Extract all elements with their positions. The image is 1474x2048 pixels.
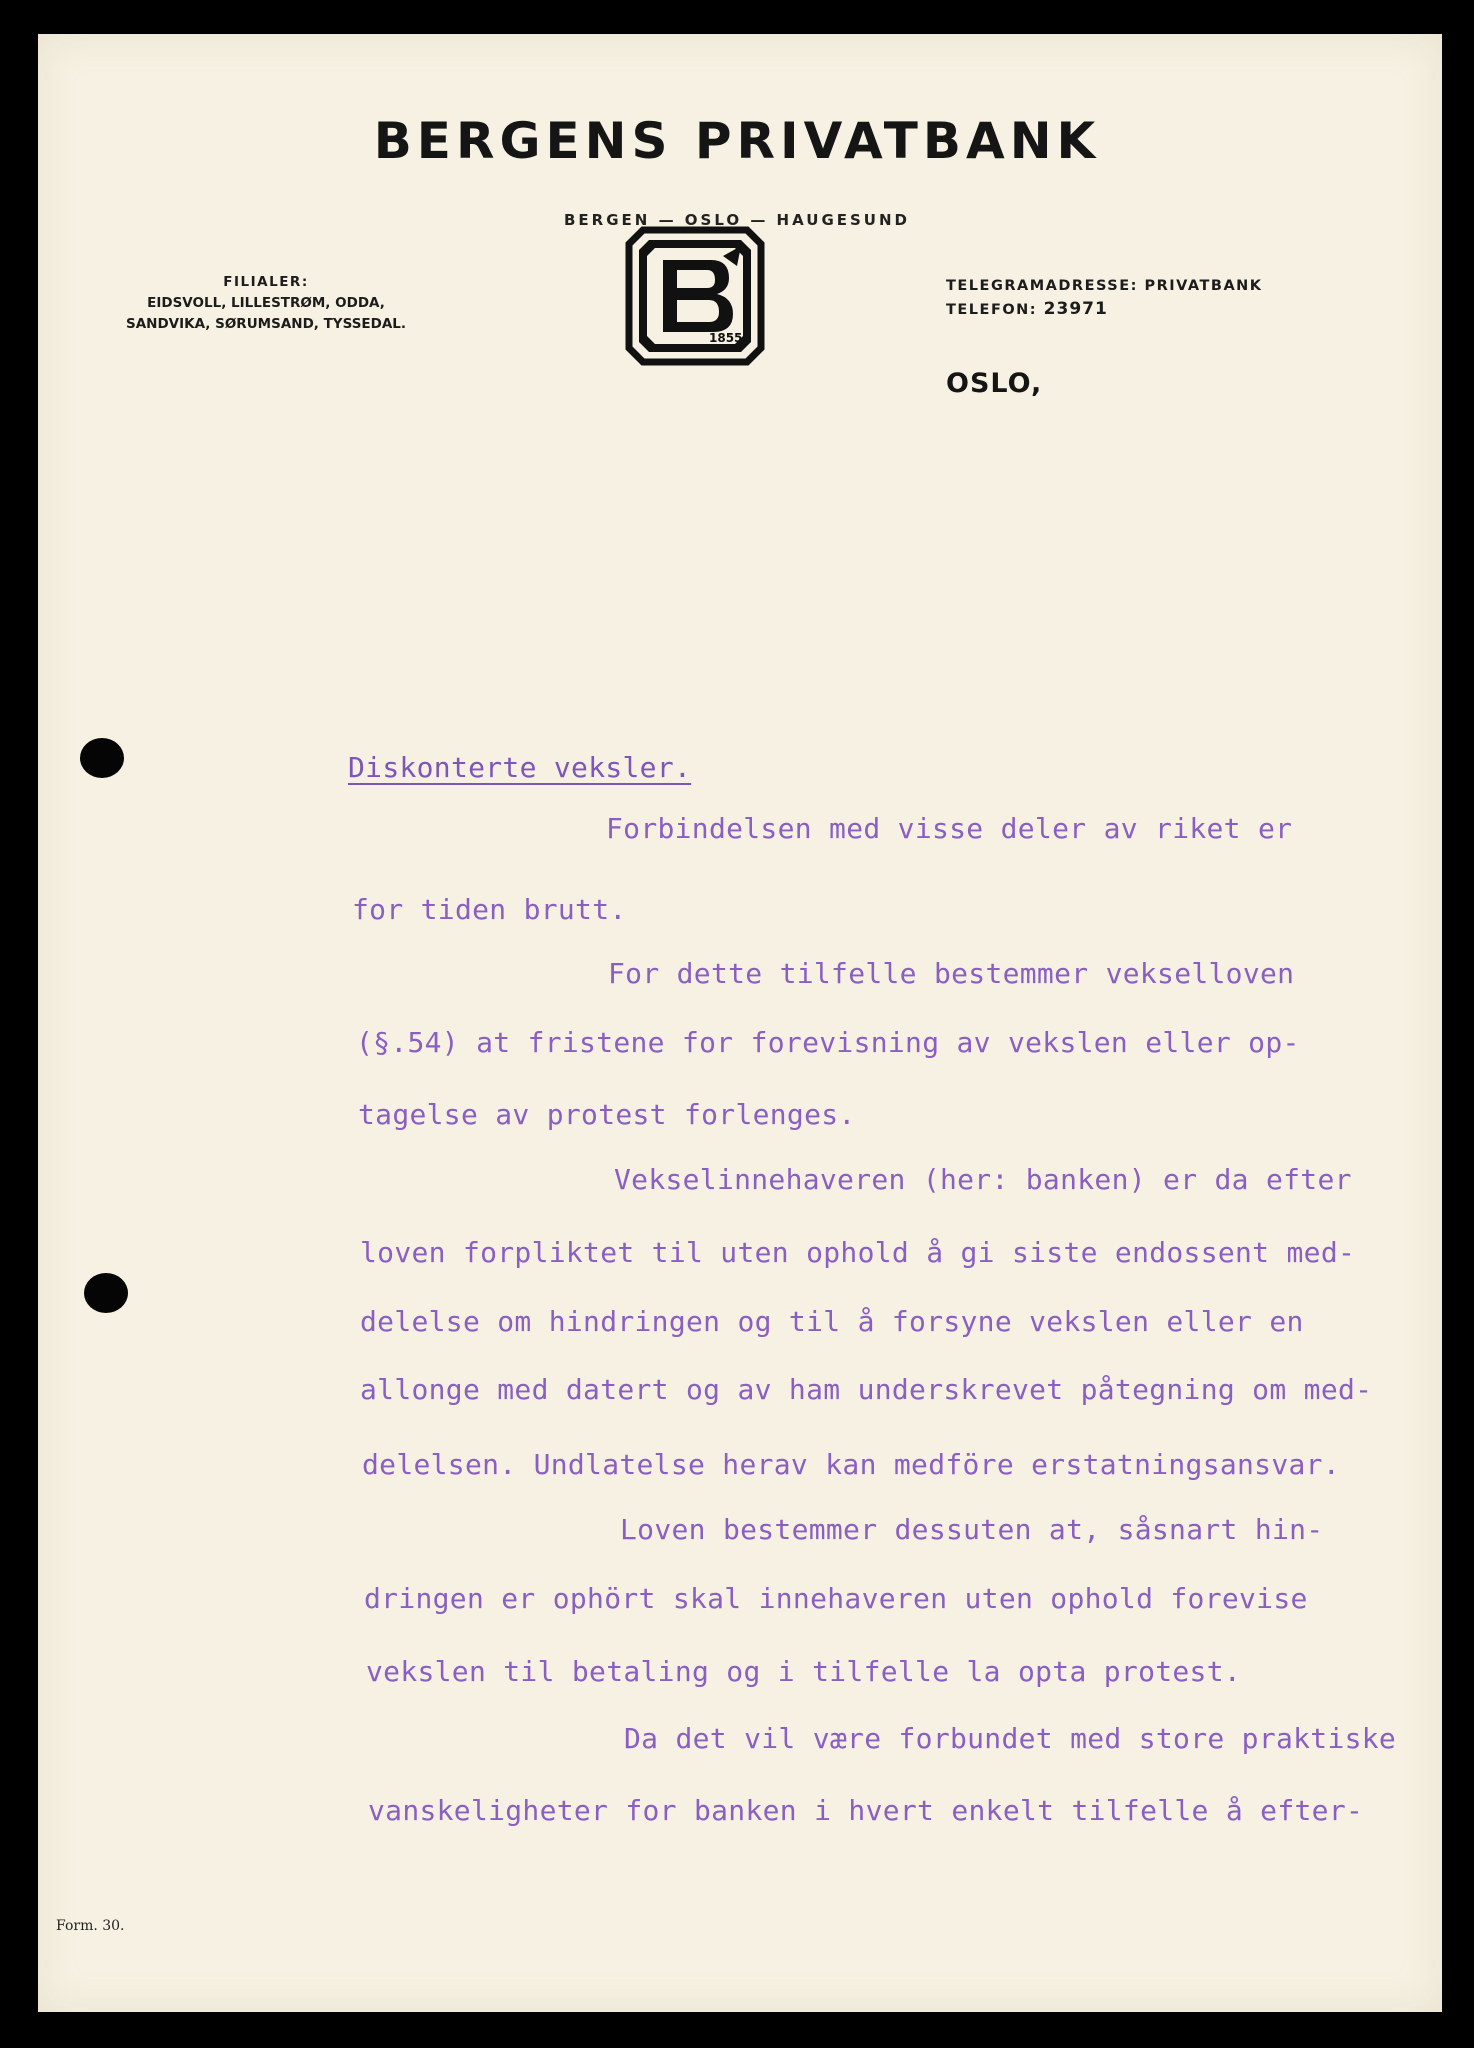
letter-line: delelse om hindringen og til å forsyne vekslen eller en [360,1305,1304,1338]
letter-line: for tiden brutt. [352,893,627,926]
letter-city: OSLO, [946,368,1043,399]
phone-line [946,298,1263,322]
form-number: Form. 30. [56,1918,125,1934]
branches-label: FILIALER: [223,274,309,290]
bank-cities: BERGEN — OSLO — HAUGESUND [564,211,910,229]
letter-line: tagelse av protest forlenges. [358,1098,856,1131]
bank-logo-icon [625,226,765,366]
letter-line: vekslen til betaling og i tilfelle la opta protest. [366,1655,1242,1688]
letter-line: (§.54) at fristene for forevisning av vekslen eller op- [356,1026,1300,1059]
bank-name: BERGENS PRIVATBANK [373,112,1101,170]
letter-line: Loven bestemmer dessuten at, såsnart hin- [620,1513,1324,1546]
letter-line: For dette tilfelle bestemmer vekselloven [608,957,1295,990]
branches-line-2: SANDVIKA, SØRUMSAND, TYSSEDAL. [125,316,407,332]
contact-block [946,275,1263,322]
logo-year: 1855 [709,331,743,345]
phone-label: TELEFON: [946,302,1038,318]
letter-line: Da det vil være forbundet med store praktiske [624,1722,1397,1755]
letter-line: delelsen. Undlatelse herav kan medföre erstatningsansvar. [362,1448,1340,1481]
letter-line: vanskeligheter for banken i hvert enkelt tilfelle å efter- [368,1794,1364,1827]
branches-line-1: EIDSVOLL, LILLESTRØM, ODDA, [147,295,385,311]
punch-hole-top [80,738,124,778]
letter-line: Forbindelsen med visse deler av riket er [606,812,1293,845]
letter-line: loven forpliktet til uten ophold å gi siste endossent med- [360,1236,1356,1269]
branches-block [96,272,436,335]
letter-subject: Diskonterte veksler. [348,751,692,784]
punch-hole-bottom [84,1273,128,1313]
letter-line: Vekselinnehaveren (her: banken) er da efter [614,1163,1352,1196]
letter-line: allonge med datert og av ham underskrevet påtegning om med- [360,1373,1373,1406]
phone-number: 23971 [1043,299,1108,319]
telegram-address: TELEGRAMADRESSE: PRIVATBANK [946,278,1263,294]
letter-line: dringen er ophört skal innehaveren uten ophold forevise [364,1582,1308,1615]
